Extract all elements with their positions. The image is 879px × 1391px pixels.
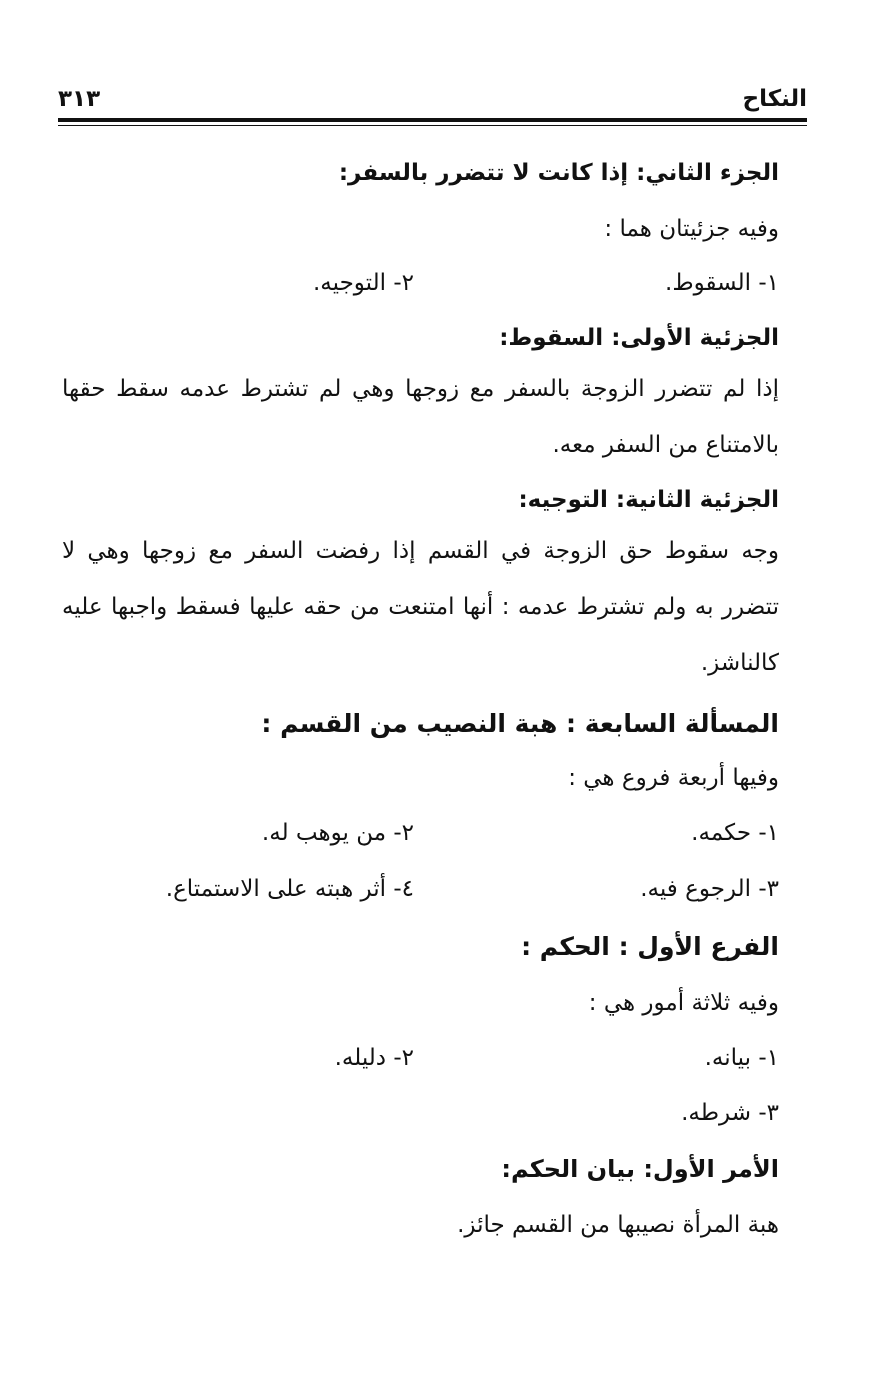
sub1-paragraph-line: بالامتناع من السفر معه.: [552, 432, 779, 458]
branch1-list-item: ١- بيانه.: [704, 1045, 779, 1071]
header-rule-thick: [58, 118, 807, 122]
issue7-list-item: ٣- الرجوع فيه.: [640, 876, 779, 902]
sub1-title: الجزئية الأولى: السقوط:: [499, 325, 779, 351]
sub2-title: الجزئية الثانية: التوجيه:: [518, 487, 779, 513]
branch1-title: الفرع الأول : الحكم :: [521, 932, 779, 961]
branch1-intro: وفيه ثلاثة أمور هي :: [588, 990, 779, 1016]
part2-list-item: ١- السقوط.: [665, 270, 779, 296]
branch1-list-item: ٣- شرطه.: [681, 1100, 779, 1126]
branch1-list-item: ٢- دليله.: [334, 1045, 414, 1071]
issue7-title: المسألة السابعة : هبة النصيب من القسم :: [261, 709, 779, 738]
issue7-list-item: ٢- من يوهب له.: [261, 820, 414, 846]
sub1-paragraph-line: إذا لم تتضرر الزوجة بالسفر مع زوجها وهي لم تشترط عدمه سقط حقها: [62, 376, 779, 402]
issue7-list-item: ٤- أثر هبته على الاستمتاع.: [165, 876, 414, 902]
matter1-title: الأمر الأول: بيان الحكم:: [501, 1155, 779, 1183]
sub2-paragraph-line: كالناشز.: [700, 650, 779, 676]
part2-intro: وفيه جزئيتان هما :: [604, 216, 779, 242]
matter1-text: هبة المرأة نصيبها من القسم جائز.: [457, 1212, 779, 1238]
issue7-list-item: ١- حكمه.: [691, 820, 779, 846]
sub2-paragraph-line: تتضرر به ولم تشترط عدمه : أنها امتنعت من حقه عليها فسقط واجبها عليه: [62, 594, 779, 620]
page-number: ٣١٣: [58, 86, 101, 112]
issue7-intro: وفيها أربعة فروع هي :: [568, 765, 779, 791]
page-header: [58, 80, 807, 120]
part2-list-item: ٢- التوجيه.: [313, 270, 414, 296]
part2-title: الجزء الثاني: إذا كانت لا تتضرر بالسفر:: [338, 160, 779, 186]
chapter-title: النكاح: [742, 86, 807, 112]
sub2-paragraph-line: وجه سقوط حق الزوجة في القسم إذا رفضت السفر مع زوجها وهي لا: [62, 538, 779, 564]
header-rule-thin: [58, 125, 807, 126]
